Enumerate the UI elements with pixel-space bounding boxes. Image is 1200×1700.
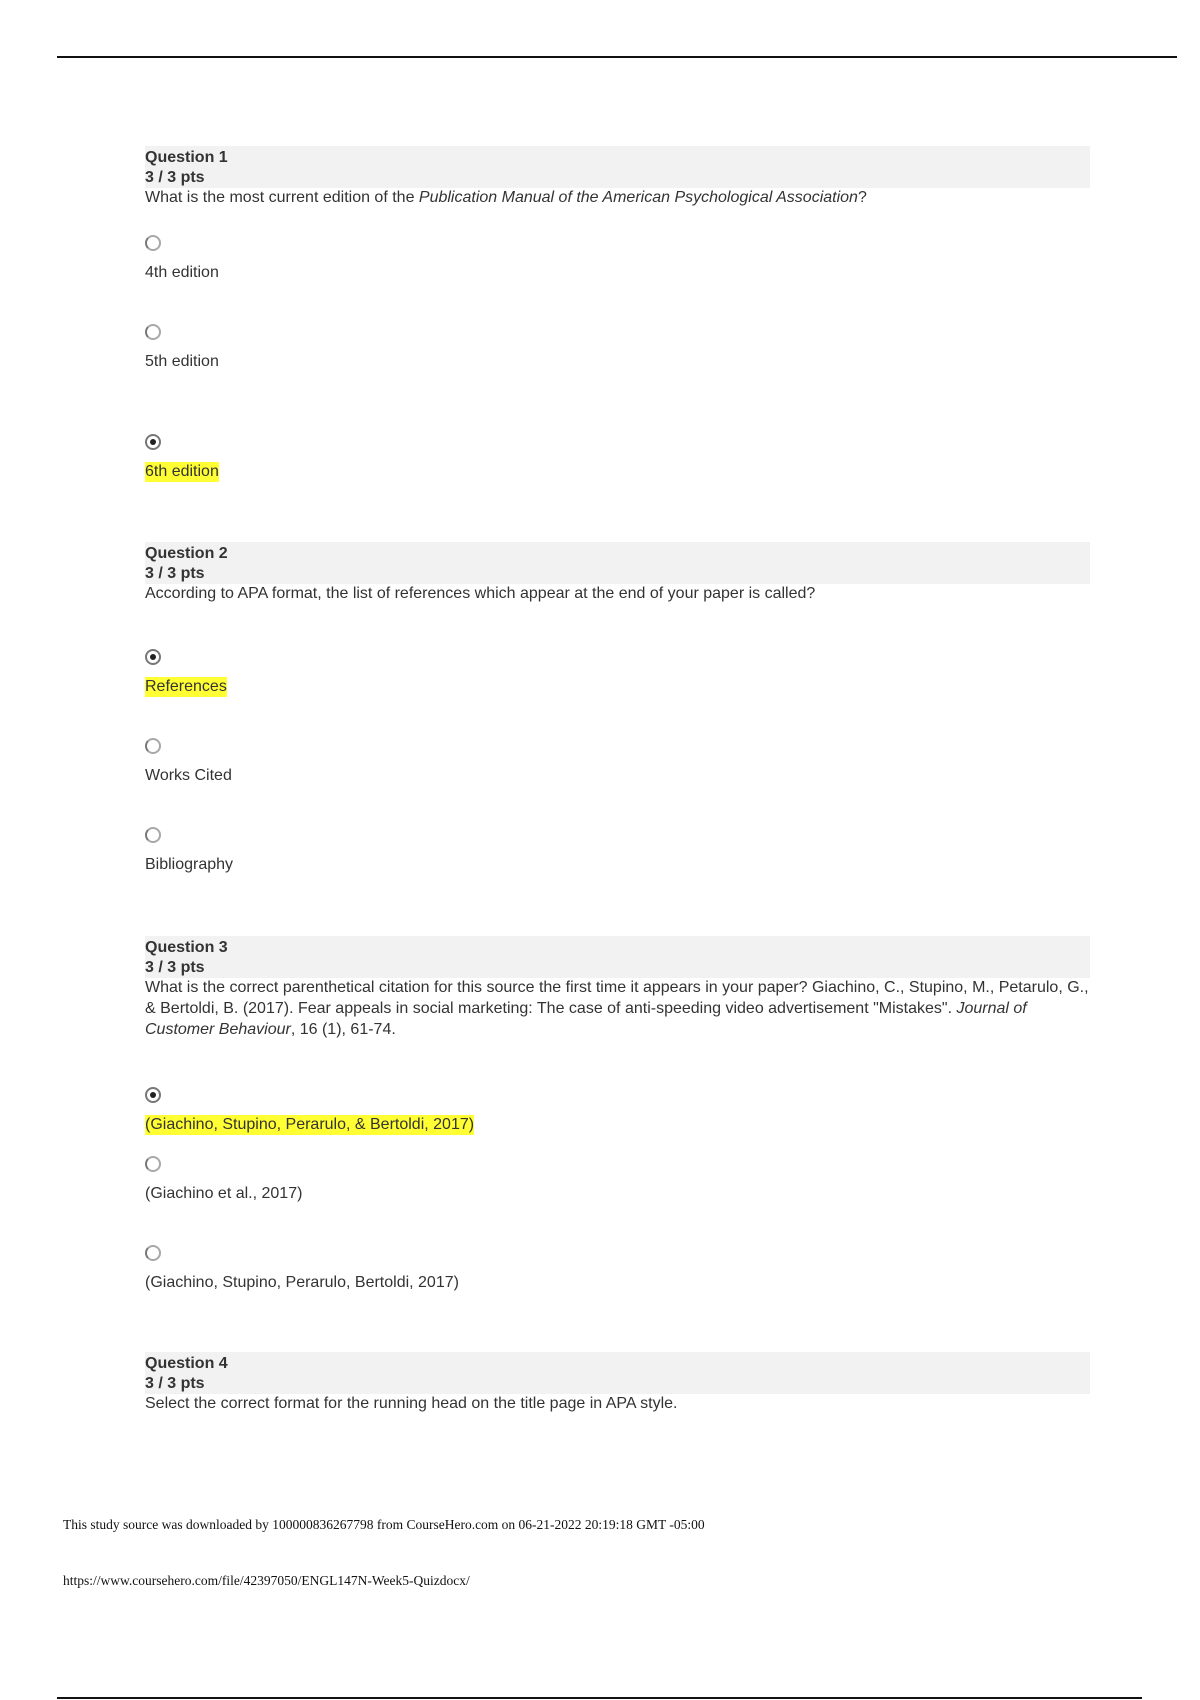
- question-text-part: , 16 (1), 61-74.: [290, 1021, 396, 1038]
- question-3: [145, 936, 1090, 1291]
- question-title: Question 1: [145, 149, 228, 166]
- question-header: [145, 542, 1090, 584]
- radio-button-selected[interactable]: [145, 434, 161, 450]
- answer-label-highlighted: References: [145, 678, 227, 695]
- source-url[interactable]: https://www.coursehero.com/file/42397050/ENGL147N-Week5-Quizdocx/: [63, 1573, 470, 1588]
- bottom-rule: [57, 1697, 1142, 1699]
- question-header: [145, 936, 1090, 978]
- question-text-part: What is the most current edition of the: [145, 189, 419, 206]
- radio-button[interactable]: [145, 827, 161, 843]
- radio-button[interactable]: [145, 324, 161, 340]
- question-text-part: ?: [857, 189, 867, 206]
- question-points: 3 / 3 pts: [145, 1375, 205, 1392]
- question-text-italic: Publication Manual of the American Psychological Association: [418, 189, 858, 206]
- question-points: 3 / 3 pts: [145, 959, 205, 976]
- answer-option[interactable]: [145, 235, 219, 283]
- question-text: [145, 977, 1090, 1040]
- answer-label: 5th edition: [145, 353, 219, 370]
- radio-button[interactable]: [145, 1245, 161, 1261]
- question-1: [145, 146, 1090, 480]
- answer-label-highlighted: (Giachino, Stupino, Perarulo, & Bertoldi, 2017): [145, 1116, 475, 1133]
- answer-option[interactable]: [145, 1156, 302, 1204]
- question-4: [145, 1352, 1090, 1414]
- radio-button[interactable]: [145, 738, 161, 754]
- question-text: According to APA format, the list of references which appear at the end of your paper is called?: [145, 585, 816, 602]
- radio-button-selected[interactable]: [145, 1087, 161, 1103]
- top-rule: [57, 56, 1177, 58]
- question-text-italic: Journal of Customer Behaviour: [145, 1000, 1027, 1038]
- question-title: Question 4: [145, 1355, 228, 1372]
- radio-button[interactable]: [145, 1156, 161, 1172]
- radio-button-selected[interactable]: [145, 649, 161, 665]
- answer-option-selected[interactable]: [145, 649, 227, 697]
- answer-option[interactable]: [145, 324, 219, 372]
- answer-label: (Giachino et al., 2017): [145, 1185, 303, 1202]
- question-header: [145, 1352, 1090, 1394]
- question-text-part: What is the correct parenthetical citation for this source the first time it appears in your paper? Giachino, C., Stupino, M., Petarulo, G., & Bertoldi, B. (2017). Fear appeals in social marketing: The case of anti-speeding video advertisement "Mistakes".: [145, 979, 1089, 1017]
- answer-label-highlighted: 6th edition: [145, 463, 219, 480]
- radio-button[interactable]: [145, 235, 161, 251]
- answer-option-selected[interactable]: [145, 434, 219, 482]
- question-title: Question 2: [145, 545, 228, 562]
- question-2: [145, 542, 1090, 873]
- answer-label: (Giachino, Stupino, Perarulo, Bertoldi, 2017): [145, 1274, 459, 1291]
- answer-option-selected[interactable]: [145, 1087, 474, 1135]
- answer-label: Works Cited: [145, 767, 232, 784]
- question-points: 3 / 3 pts: [145, 169, 205, 186]
- answer-option[interactable]: [145, 1245, 459, 1293]
- question-header: [145, 146, 1090, 188]
- question-text: Select the correct format for the running head on the title page in APA style.: [145, 1395, 678, 1412]
- answer-label: Bibliography: [145, 856, 234, 873]
- question-title: Question 3: [145, 939, 228, 956]
- answer-option[interactable]: [145, 827, 233, 875]
- question-points: 3 / 3 pts: [145, 565, 205, 582]
- question-text: [145, 187, 1090, 208]
- answer-label: 4th edition: [145, 264, 219, 281]
- answer-option[interactable]: [145, 738, 232, 786]
- download-notice: This study source was downloaded by 100000836267798 from CourseHero.com on 06-21-2022 20:19:18 GMT -05:00: [63, 1517, 705, 1532]
